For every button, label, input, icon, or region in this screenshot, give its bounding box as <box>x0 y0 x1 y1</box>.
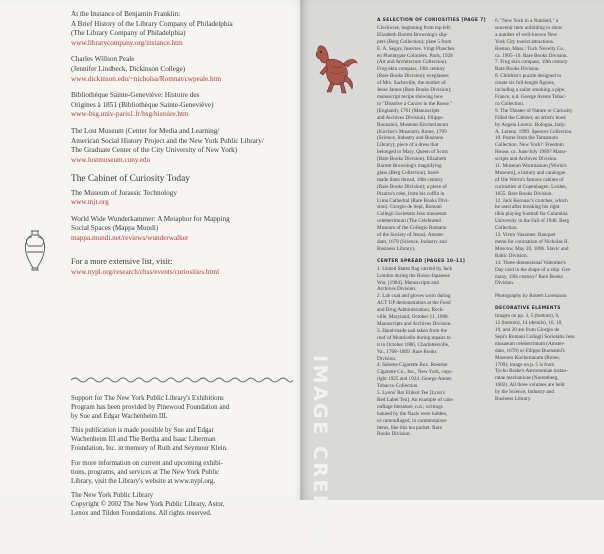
credit-line: musaeum celeberrimum (Amster- <box>495 340 565 347</box>
credit-line: and Archives Division). Filippo <box>377 114 443 121</box>
credit-line: 9. The Theater of Nature or Curiosity <box>495 107 573 114</box>
credit-line: Clockwise, beginning from top left: <box>377 24 452 31</box>
credit-line: (Rare Books Division); eyeglasses <box>377 73 449 80</box>
credit-line: it in October 1886, Charlottesville, <box>377 341 450 348</box>
credit-line: glass (Berg Collection), hand- <box>377 169 440 176</box>
credit-line: 8. Children's puzzle designed to <box>495 73 562 80</box>
credit-line: Baltic Division. <box>495 252 528 259</box>
credit-line: menu for coronation of Nicholas II. <box>495 239 569 245</box>
credit-line: 1. United States flag carried by Jack <box>377 265 453 272</box>
info-paragraph <box>71 459 295 486</box>
credit-line: Frog-skin compass, 19th century <box>377 66 446 73</box>
copyright-line: Copyright © 2002 The New York Public Library, Astor, <box>71 500 225 508</box>
credit-line: House, ca. June/July 1989? Manu- <box>495 149 567 156</box>
credit-line: 10. Poster from the Tamamoto <box>495 135 559 142</box>
credit-line: by Angela Lorenz. Bologna, Italy: <box>495 121 566 128</box>
credit-line: Manuscripts and Archives Division. <box>377 320 452 327</box>
credit-line: Photography by Robert Lorenzson <box>495 293 567 300</box>
entry-title: Origines à 1851 (Bibliothèque Sainte-Geneviève) <box>71 100 214 109</box>
credit-line: University in the Fall of 1940. Berg <box>495 218 570 225</box>
publication-paragraph <box>71 426 295 453</box>
credit-line: banned by the Nazis were hidden, <box>377 410 448 417</box>
entry-title: American Social History Project and the New York Public Library/ <box>71 136 264 145</box>
entry-url[interactable]: www-bsg.univ-paris1.fr/bsg/histoire.htm <box>71 110 189 119</box>
link-entry <box>71 127 293 165</box>
credit-line: to "Dissolve a Cancer in the Rosse." <box>377 100 453 107</box>
credit-line: or camouflaged, in commonplace <box>377 417 447 424</box>
credit-line: (England), 1761 (Manuscripts <box>377 107 440 114</box>
credit-line: Museum Kircherianum (Rome, <box>495 354 560 361</box>
entry-url[interactable]: www.dickinson.edu/~nicholsa/Romnat/cwpeale.htm <box>71 74 222 83</box>
credit-line: Museum], a history and catalogue <box>495 169 566 176</box>
credits-column-b <box>495 18 598 403</box>
credit-line: en Phototypie Coloriées. Paris, 1928 <box>377 52 453 59</box>
publication-line: Wachenheim III and The Bertha and Isaac Liberman <box>71 436 216 444</box>
credit-line: Va., 1768–1809. Rare Books <box>377 348 437 355</box>
credit-line: ACT UP demonstration at the Food <box>377 300 451 307</box>
credit-line: Collegii Societatis Jesu musaeum <box>377 211 447 218</box>
credit-line: 4. Salome Cigarette Box. Rosedor <box>377 362 448 369</box>
visit-label: For a more extensive list, visit: <box>71 257 173 267</box>
entry-title: The Museum of Jurassic Technology <box>71 188 177 197</box>
credit-line: souvenir item unfolding to show <box>495 24 563 31</box>
credit-line: Images on pp. 3, 5 (bottom), 9, <box>495 313 560 320</box>
link-entry <box>71 10 293 48</box>
link-entry <box>71 55 293 84</box>
credit-line: curiosities at Copenhagen. Leiden, <box>495 183 567 190</box>
support-line: Support for The New York Public Library's Exhibitions <box>71 395 224 402</box>
credit-line: by the Science, Industry and <box>495 389 554 396</box>
entry-title: At the Instance of Benjamin Franklin: <box>71 10 181 18</box>
credit-line: ouflage literature, n.d.; writings <box>377 403 443 410</box>
credit-line: 14. Three-dimensional Valentine's <box>495 259 566 266</box>
credit-line: and Drug Administration, Rock- <box>377 307 445 314</box>
credits-column-a <box>377 18 487 438</box>
entry-title: A Brief History of the Library Company of Philadelphia <box>71 19 233 28</box>
credit-line: E. A. Seguy, Insectes. Vingt Planches <box>377 45 455 52</box>
credit-line: 1655. Rare Books Division. <box>495 190 553 197</box>
credit-line: (Art and Architecture Collection). <box>377 59 448 66</box>
credit-line: 2. Lab coat and gloves worn during <box>377 293 451 300</box>
credit-line: 5. Lyons' Rot Eliksrt Tee [Lyon's <box>377 390 445 397</box>
credit-line: York City tourist attractions. <box>495 38 555 45</box>
credit-line: celeberrimum (The Celebrated <box>377 218 441 225</box>
credit-line: Cigarette Co., Inc., New York, copy- <box>377 369 454 376</box>
credit-line: Archives Division. <box>377 286 417 293</box>
credit-line: France, n.d. George Arents Tobac- <box>495 93 567 100</box>
entry-url[interactable]: mappa.mundi.net/reviews/wunderwalker <box>71 233 189 242</box>
support-info <box>71 394 295 523</box>
link-entry <box>71 91 293 120</box>
credit-line: Buonanni, Museum Kircherianum <box>377 121 449 128</box>
credit-line: co Collection. <box>495 100 525 107</box>
credit-line: Business Library. <box>495 396 532 403</box>
credit-line: War, [1904]. Manuscripts and <box>377 279 439 286</box>
credit-line: 1602). All three volumes are held <box>495 382 565 389</box>
entry-title: (Jennifer Lindbeck, Dickinson College) <box>71 64 186 73</box>
entry-url[interactable]: www.lostmuseum.cuny.edu <box>71 155 151 164</box>
support-line: by Sue and Edgar Wachenheim III. <box>71 413 168 421</box>
credit-line: 12 (bottom), 14 (details), 16, 18, <box>495 320 563 327</box>
credit-line: ratae mechanicae (Nuremberg, <box>495 375 559 382</box>
credit-line: 3. Hand-made nail taken from the <box>377 327 448 334</box>
credit-line: ca. 1905–10. Rare Books Division. <box>495 52 568 59</box>
credit-line: Lima Cathedral (Rare Books Divi- <box>377 197 450 204</box>
credit-line: Division. <box>377 355 397 362</box>
credit-line: Business Library). <box>377 245 416 252</box>
credit-line: scripts and Archives Division. <box>495 156 558 163</box>
credit-line: 7. Frog skin compass, 19th century <box>495 59 568 66</box>
copyright-line: The New York Public Library <box>71 491 154 499</box>
credit-line: Division. <box>495 280 515 287</box>
credit-line: Elizabeth Barrett Browning's slip- <box>377 31 448 38</box>
entry-title: Social Spaces (Mappa Mundi) <box>71 224 159 233</box>
credit-line: Museum of the Collegio Romano <box>377 225 447 232</box>
credit-line: 19, and 20 are from Giorgio de <box>495 326 560 333</box>
credit-line: Jesse James (Rare Books Division); <box>377 87 452 94</box>
amphora-vase-icon <box>20 228 50 272</box>
credit-line: dam, 1678) or Filippo Buonanni's <box>495 347 565 354</box>
credit-line: 11. Museum Wormianum [Worm's <box>495 163 567 170</box>
credit-line: Tobacco Collection. <box>377 383 419 390</box>
links-list <box>71 10 293 278</box>
info-line: Library, visit the Library's website at www.nypl.org. <box>71 477 216 485</box>
lion-griffin-illustration <box>311 38 361 96</box>
credit-line: he used after breaking his right <box>495 204 560 211</box>
credit-line: of Mrs. Sacheville, the mother of <box>377 80 446 87</box>
credit-line: (Kircher's Museum). Rome, 1709 <box>377 128 447 135</box>
credit-line: create six full-length figures, <box>495 80 555 87</box>
credit-line: of Ole Worm's famous cabinet of <box>495 176 564 183</box>
credit-line: (Rare Books Division); a piece of <box>377 183 447 190</box>
publication-line: This publication is made possible by Sue and Edgar <box>71 427 214 435</box>
entry-title: World Wide Wunderkammer: A Metaphor for Mapping <box>71 214 230 223</box>
credit-line: Barrett Browning's magnifying <box>377 163 442 170</box>
credit-line: sion). Giorgio de Sepi, Romani <box>377 204 442 211</box>
entry-url[interactable]: www.mjt.org <box>71 198 109 207</box>
credit-line: a number of well-known New <box>495 31 558 38</box>
credit-line: Collection. New York?: Freedom <box>495 142 564 149</box>
info-line: For more information on current and upcoming exhibi- <box>71 459 223 467</box>
credit-line: Boston, Mass.: Tuck Novelty Co., <box>495 45 566 52</box>
visit-url[interactable]: www.nypl.org/research/chss/events/curiosities.html <box>71 267 220 276</box>
credit-line: Day card in the shape of a ship. Ger- <box>495 266 572 273</box>
credit-line: Collection. <box>495 225 518 232</box>
credit-line: London during the Russo-Japanese <box>377 272 450 279</box>
copyright-paragraph <box>71 491 295 518</box>
entry-title: Charles Willson Peale <box>71 55 135 64</box>
credit-line: roof of Monticello during repairs to <box>377 334 451 341</box>
credit-line: 6. "New York in a Nutshell," a <box>495 18 559 24</box>
info-line: tions, programs, and services at The New York Public <box>71 468 220 476</box>
credit-line: pers (Berg Collection); plate 5 from <box>377 38 452 45</box>
credit-line: tibia playing football for Columbia <box>495 211 568 218</box>
credit-line: Pizarro's robe, from his coffin in <box>377 190 445 197</box>
credit-line: Tycho Brahe's Astronomiae instau- <box>495 368 568 375</box>
entry-title: Bibliothèque Sainte-Geneviève: Histoire des <box>71 91 200 100</box>
link-entry <box>71 189 293 208</box>
credit-line: A. Lorenz, 1999. Spencer Collection. <box>495 128 573 135</box>
vertical-title: IMAGE CREDITS <box>309 355 331 554</box>
credit-line: including a sailor smoking a pipe. <box>495 87 566 94</box>
link-entry <box>71 215 293 244</box>
credit-line: made linen thread, 18th century <box>377 176 443 183</box>
publication-line: Foundation, Inc. in memory of Ruth and Seymour Klein. <box>71 445 228 453</box>
credit-line: of the Society of Jesus). Amster- <box>377 232 445 239</box>
credit-line: Library); piece of a dress that <box>377 142 439 149</box>
left-page <box>0 0 302 518</box>
credit-line: Rare Books Division. <box>495 66 540 73</box>
credit-line: 12. Jack Kerouac's crutches, which <box>495 197 568 204</box>
credit-line: (Science, Industry and Business <box>377 135 444 142</box>
credit-line: Filled the Cabinet, an artist's book <box>495 114 566 121</box>
credit-line: Red Label Tea]. An example of cam- <box>377 396 454 403</box>
credit-line: belonged to Mary, Queen of Scots <box>377 149 448 156</box>
credit-line: Sepi's Romani Collegii Societatis Jesu <box>495 333 575 340</box>
wave-divider <box>71 375 293 385</box>
credit-line: items, like this tea packet. Rare <box>377 424 442 431</box>
support-paragraph <box>71 394 295 421</box>
credit-heading: CENTER SPREAD [PAGES 10–11] <box>377 258 466 264</box>
entry-url[interactable]: www.librarycompany.org/instance.htm <box>71 38 183 47</box>
entry-title: The Lost Museum (Center for Media and Learning/ <box>71 126 220 135</box>
credit-line: 1709); image on p. 5 is from <box>495 361 555 368</box>
section-title: The Cabinet of Curiosity Today <box>71 174 190 185</box>
credit-line: Moscow, May 20, 1896. Slavic and <box>495 245 569 252</box>
credit-line: manuscript recipe showing how <box>377 93 444 100</box>
credit-line: many, 19th century? Rare Books <box>495 273 563 280</box>
credit-line: (Rare Books Division). Elizabeth <box>377 156 447 163</box>
support-line: Program has been provided by Pinewood Foundation and <box>71 404 230 412</box>
credit-heading: A SELECTION OF CURIOSITIES [PAGE 7] <box>377 18 486 23</box>
credit-line: dam, 1678 (Science, Industry and <box>377 239 447 245</box>
entry-title: The Graduate Center of the City University of New York) <box>71 146 238 155</box>
credit-line: 13. Victor Vasarnes: Banquet <box>495 232 556 239</box>
credit-line: ville, Maryland, October 11, 1988. <box>377 314 449 321</box>
credit-line: right 1925 and 1924. George Arents <box>377 376 452 383</box>
credit-heading: DECORATIVE ELEMENTS <box>495 306 561 312</box>
entry-title: (The Library Company of Philadelphia) <box>71 29 186 38</box>
copyright-line: Lenox and Tilden Foundations. All rights reserved. <box>71 510 212 518</box>
credit-line: Books Division. <box>377 431 411 438</box>
